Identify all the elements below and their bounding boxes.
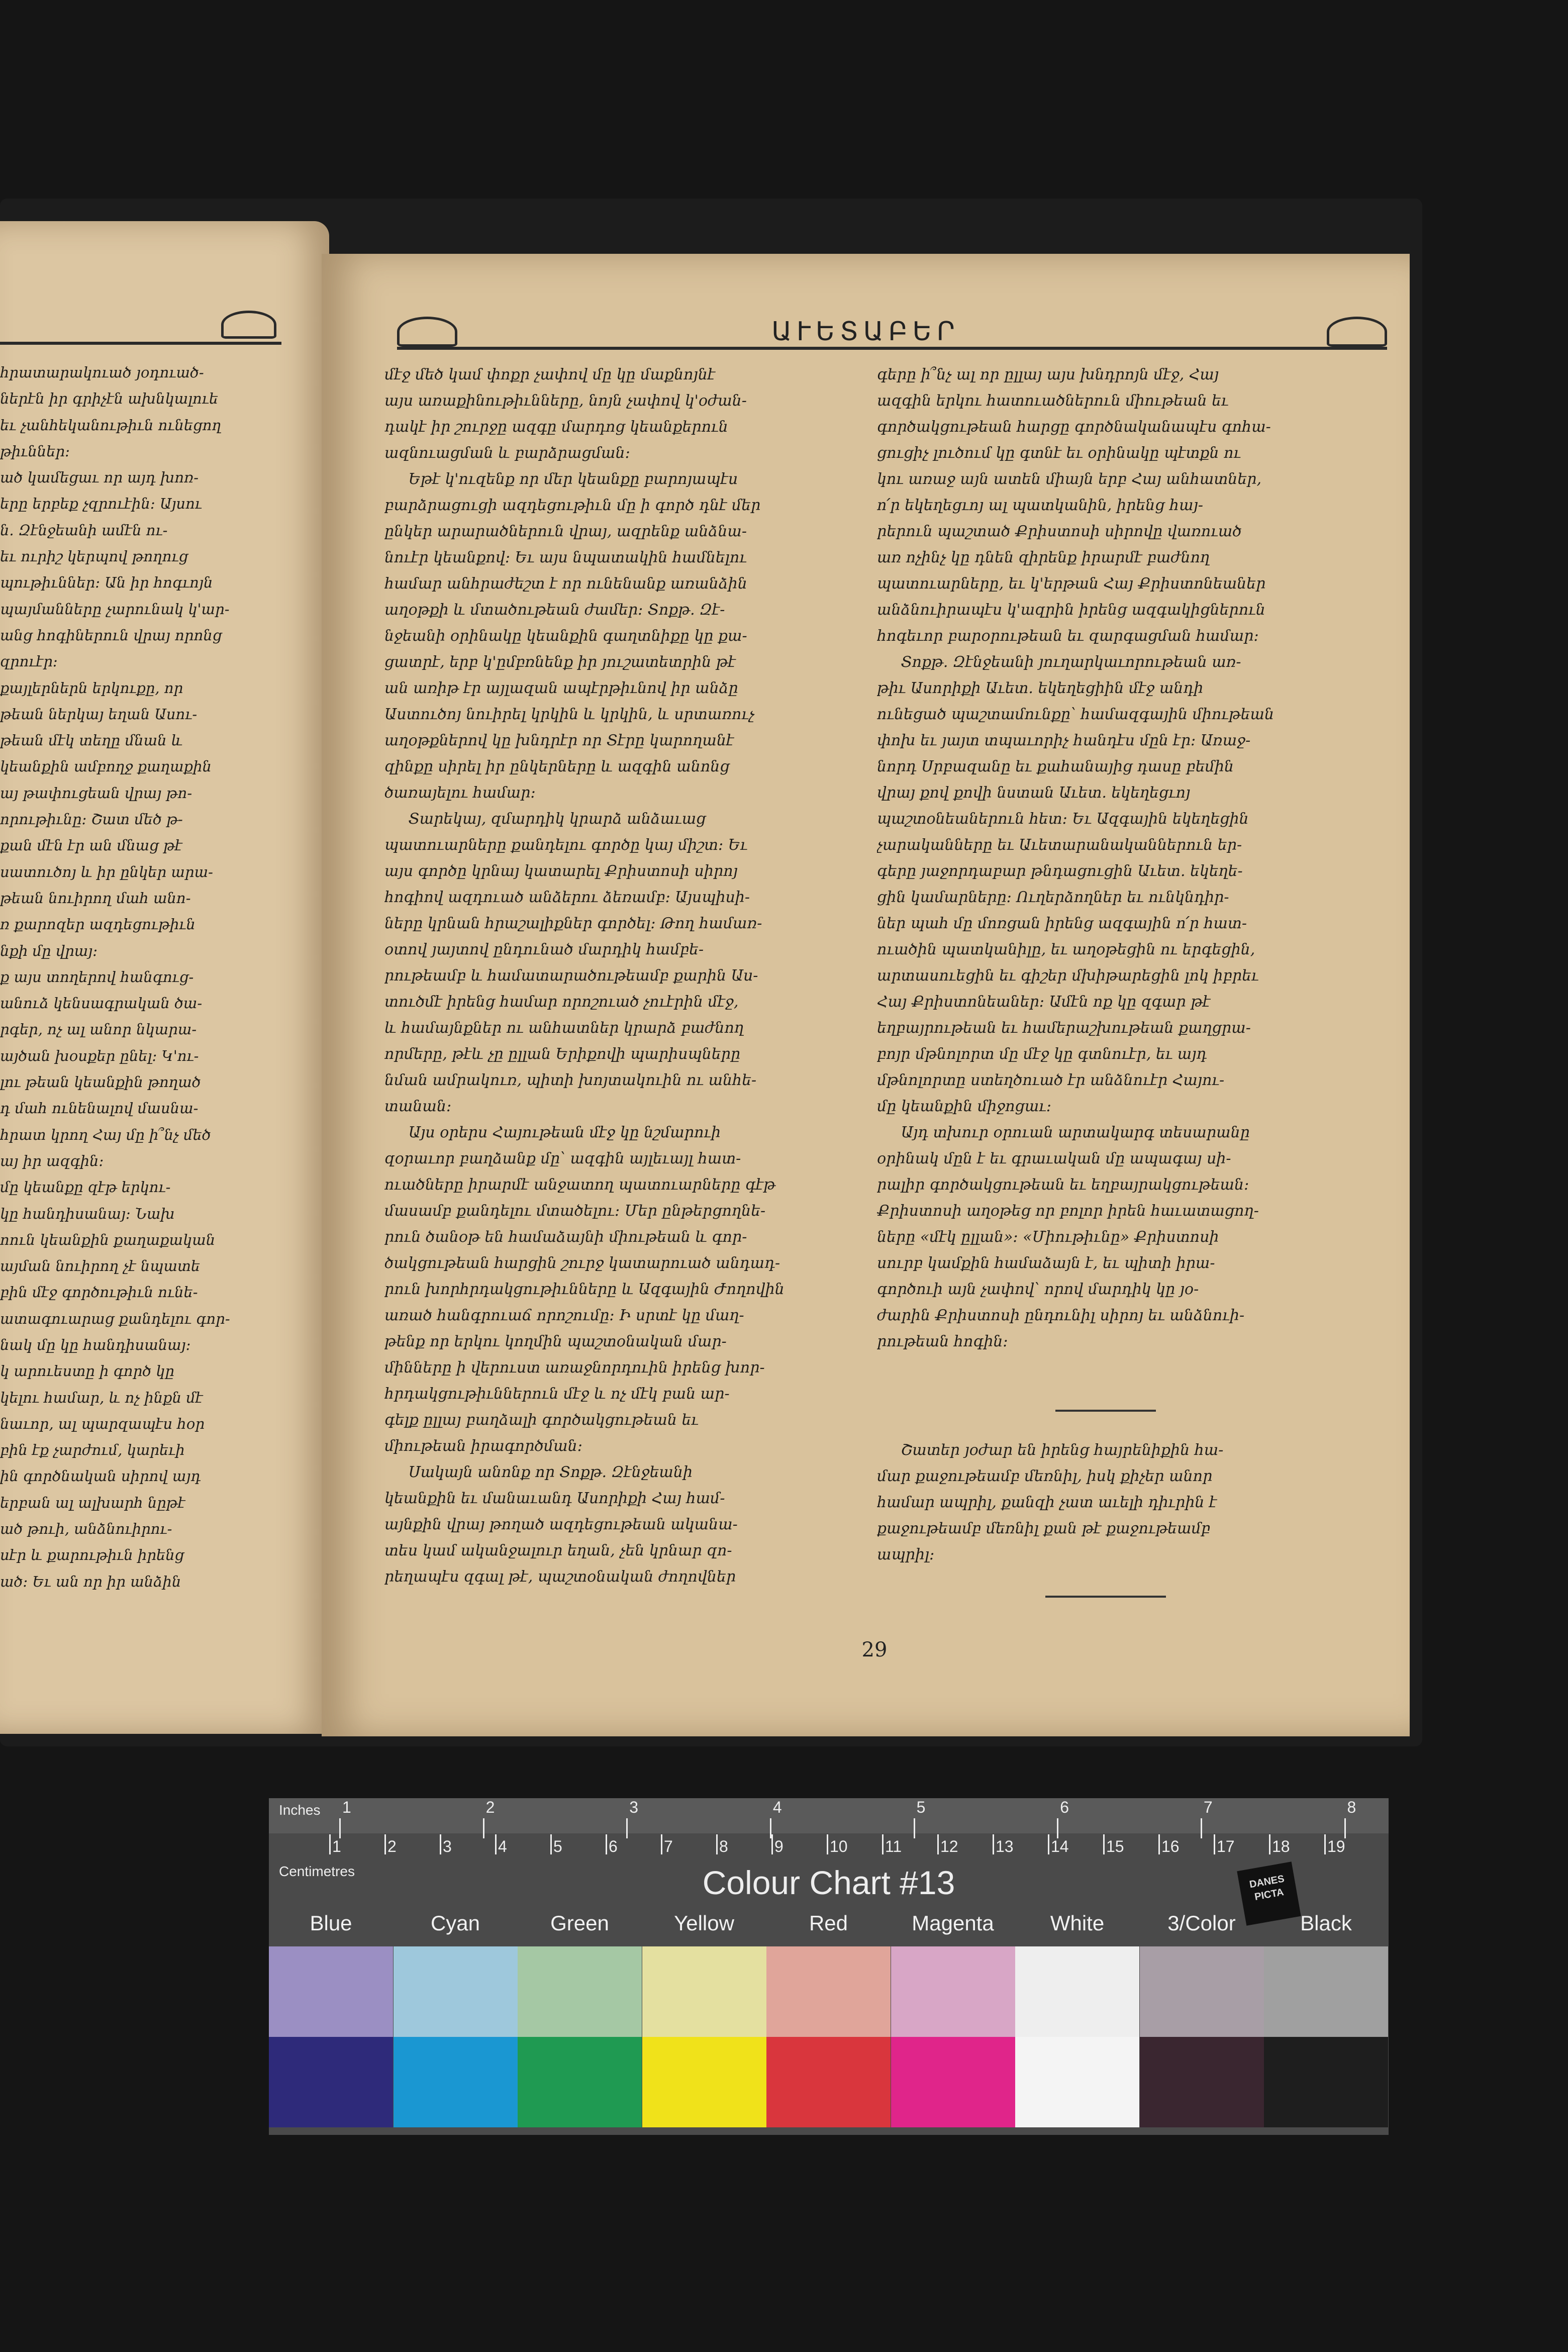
inch-tick [339, 1818, 341, 1838]
left-page [0, 221, 329, 1734]
cm-tick [495, 1834, 497, 1854]
swatch-label: Cyan [430, 1911, 480, 1935]
inch-tick [1344, 1818, 1346, 1838]
column-right: գերը ի՞նչ ալ որ ըլլայ այս խնդրոյն մէջ, Հայ ազգին երկու հատուածներուն միութեան եւ գործակցութեան հարցը գործնականապէս գոհա- ցուցիչ լուծում կը գտնէ եւ օրինակը պէտքն ու կու առաջ այն ատեն միայն երբ Հայ անհատներ, ո՛ր եկեղեցւոյ ալ պատկանին, իրենց հայ- րերուն պաշտած Քրիստոսի սիրովը վառուած առ ոչինչ կը դնեն զիրենք իրարմէ բաժնող պատուարները, եւ կ'երթան Հայ Քրիստոնեաներ անձնուիրապէս կ'ազրին իրենց ազգակիցներուն հոգեւոր բարօրութեան եւ զարգացման համար։ Տոքթ. Զէնջեանի յուղարկաւորութեան առ- թիւ Ասորիքի Աւետ. եկեղեցիին մէջ անդի ունեցած պաշտամունքը՝ համազգային միութեան փոխ եւ յայտ տպաւորիչ հանդէս մըն էր։ Առաջ- նորդ Սրբազանը եւ քահանայից դասը բեմին վրայ քով քովի նստան Աւետ. եկեղեցւոյ պաշտօնեաներուն հետ։ Եւ Ազգային եկեղեցին չարականները եւ Աւետարանականներուն եր- գերը յաջորդաբար թնդացուցին Աւետ. եկեղե- ցին կամարները։ Ուղերձողներ եւ ունկնդիր- ներ պահ մը մոռցան իրենց ազգային ո՛ր հատ- ուածին պատկանիլը, եւ աղօթեցին ու երգեցին, արտասուեցին եւ գիշեր մխիթարեցին լոկ իբրեւ Հայ Քրիստոնեաներ։ Ամէն ոք կը զգար թէ եղբայրութեան եւ համերաշխութեան քաղցրա- բոյր մթնոլորտ մը մէջ կը գտնուէր, եւ այդ մթնոլորտը ստեղծուած էր անձնուէր Հայու- մը կեանքին միջոցաւ։ Այդ տխուր օրուան արտակարգ տեսարանը օրինակ մըն է եւ գրաւական մը ապագայ սի- րալիր գործակցութեան եւ եղբայրակցութեան։ Քրիստոսի աղօթեց որ բոլոր իրեն հաւատացող- ները «մէկ ըլլան»։ «Միութիւնը» Քրիստոսի սուրբ կամքին համաձայն է, եւ պիտի իրա- գործուի այն չափով՝ որով մարդիկ կը յօ- ժարին Քրիստոսի ընդունիլ սիրոյ եւ անձնուի- րութեան հոգին։ [877, 366, 1275, 1350]
cm-tick [329, 1834, 331, 1854]
swatch-label: 3/Color [1167, 1911, 1236, 1935]
cm-tick-label: 3 [443, 1837, 452, 1855]
swatch-label: Green [550, 1911, 609, 1935]
inch-tick-label: 6 [1060, 1798, 1069, 1816]
swatch-label: Red [809, 1911, 848, 1935]
inch-tick [483, 1818, 484, 1838]
cm-tick [827, 1834, 828, 1854]
cm-tick [993, 1834, 994, 1854]
cm-tick-label: 5 [553, 1837, 562, 1855]
cm-tick [440, 1834, 441, 1854]
cm-tick-label: 2 [387, 1837, 397, 1855]
cm-tick-label: 6 [609, 1837, 618, 1855]
cm-tick [384, 1834, 386, 1854]
swatch-light [1015, 1946, 1139, 2037]
cm-tick [716, 1834, 718, 1854]
cm-tick [882, 1834, 884, 1854]
section-divider [1055, 1410, 1156, 1412]
left-page-text: հրատարակուած յօդուած- ներէն իր գրիչէն ախնկալուե եւ չանհեկանութիւն ունեցող թիւններ։ ած կամեցաւ որ այդ խոռ- երը երբեք չզրուէին։ Այսու ն. Զէնջեանի ամէն ու- եւ ուրիշ կերպով թողուց պութիւններ։ Ան իր հոգւոյն պայմանները չարունակ կ'ար- անց հոգիներուն վրայ որոնց զրուէր։ քայլերներն երկուքը, որ թեան ներկայ եղան Ասու- թեան մէկ տեղը մնան և կեանքին ամբողջ քաղաքին այ թափուցեան վրայ թո- որութիւնը։ Շատ մեծ թ- քան մէն էր ան մնաց թէ սատուծոյ և իր ընկեր արա- թեան նուիրող մահ անո- ռ քարոզեր ազդեցութիւն նքի մը վրայ։ ք այս տողերով հանգուց- անուձ կենսագրական ծա- րգեր, ոչ ալ անոր նկարա- այծան խօսքեր ընել։ Կ'ու- լու թեան կեանքին թողած դ մահ ունենալով մասնա- հրատ կրող Հայ մը ի՞նչ մեծ այ իր ազգին։ մը կեանքը զէթ երկու- կը հանդիսանայ։ Նախ ոուն կեանքին քաղաքական այման նուիրող չէ նպատե բին մէջ գործութիւն ունե- ատագուարաց քանդելու գոր- նակ մը կը հանդիսանայ։ կ արուեստը ի գործ կը կելու համար, և ոչ ինքն մէ նաւոր, ալ պարզապէս հօր բին էք չարժում, կարեւի ին գործնական սիրով այդ երբան ալ ալխարհ նըթէ ած թուի, անձնուիրու- սէր և քարութիւն իրենց ած։ Եւ ան որ իր անձին [0, 364, 230, 1590]
cm-tick-label: 14 [1051, 1837, 1069, 1855]
inch-tick-label: 5 [916, 1798, 926, 1816]
swatch-dark [518, 2037, 642, 2127]
swatch-dark [1015, 2037, 1139, 2127]
swatch-dark [642, 2037, 766, 2127]
inch-tick-label: 8 [1347, 1798, 1356, 1816]
swatch-label: Black [1300, 1911, 1352, 1935]
cm-tick-label: 13 [996, 1837, 1014, 1855]
left-ornament [221, 311, 276, 339]
swatch-dark [766, 2037, 891, 2127]
chart-title: Colour Chart #13 [702, 1864, 955, 1901]
swatch-light [1140, 1946, 1264, 2037]
cm-tick [1158, 1834, 1160, 1854]
ruler [269, 1798, 1389, 1833]
swatch-light [766, 1946, 891, 2037]
inch-tick-label: 1 [342, 1798, 351, 1816]
swatch-light [269, 1946, 393, 2037]
swatch-light [518, 1946, 642, 2037]
swatch-dark [891, 2037, 1015, 2127]
swatch-light [891, 1946, 1015, 2037]
cm-tick [1103, 1834, 1105, 1854]
cm-tick-label: 18 [1272, 1837, 1290, 1855]
column-left: մէջ մեծ կամ փոքր չափով մը կը մաքնոյնէ այս առաքինութիւնները, նոյն չափով կ'օժան- դակէ իր շուրջը ազգը մարդոց կեանքերուն ազնուացման և բարձրացման։ Եթէ կ'ուզենք որ մեր կեանքը բարոյապէս բարձրացուցի ազդեցութիւն մը ի գործ դնէ մեր ընկեր արարածներուն վրայ, ազրենք անձնա- նուէր կեանքով։ Եւ այս նպատակին համնելու համար անհրաժեշտ է որ ունենանք առանձին աղօթքի և մտածութեան ժամեր։ Տոքթ. Զէ- նջեանի օրինակը կեանքին գաղտնիքը կը քա- ցատրէ, երբ կ'ըմբռնենք իր յուշատետրին թէ ան առիթ էր այլազան ապէրթիւնով իր անձը Աստուծոյ նուիրել կրկին և կրկին, և սրտառուչ աղօթքներով կը խնդրէր որ Տէրը կարողանէ զինքը սիրել իր ընկերները և ազգին անոնց ծառայելու համար։ Տարեկայ, զմարդիկ կրարձ անձաւաց պատուարները քանդելու գործը կայ միշտ։ Եւ այս գործը կրնայ կատարել Քրիստոսի սիրոյ հոգիով ազդուած անձերու ձեռամբ։ Այսպիսի- ները կրնան հրաշալիքներ գործել։ Թող համառ- օտով յայտով ընդունած մարդիկ համբե- րութեամբ և համատարածութեամբ քարին Աս- տուծմէ իրենց համար որոշուած չուէրին մէջ, և համայնքներ ու անհատներ կրարձ բաժնող որմերը, թէև չը ըլլան Երիքովի պարիսպները նման ամրակուռ, պիտի խոյտակուին ու անհե- տանան։ Այս օրերս Հայութեան մէջ կը նշմարուի զօրաւոր բաղձանք մը՝ ազգին այլեւայլ հատ- ուածները իրարմէ անջատող պատուարները գէթ մասամբ քանդելու մտածելու։ Մեր ընթերցողնե- րուն ծանօթ են համաձայնի միութեան և գոր- ծակցութեան հարցին շուրջ կատարուած անդադ- րուն խորհրդակցութիւնները և Ազգային Ժողովին առած հանգրուաճ որոշումը։ Ի սրտէ կը մաղ- թենք որ երկու կողմին պաշտօնական մար- մինները ի վերուստ առաջնորդուին իրենց խոր- հրդակցութիւններուն մէջ և ոչ մէկ բան ար- գելք ըլլայ բաղձալի գործակցութեան եւ միութեան իրագործման։ Սակայն անոնք որ Տոքթ. Զէնջեանի կեանքին եւ մանաւանդ Ասորիքի Հայ համ- այնքին վրայ թողած ազդեցութեան ականա- տես կամ ականջալուր եղան, չեն կրնար զո- րեղապէս զգալ թէ, պաշտօնական ժողովներ [384, 366, 785, 1586]
cm-tick [937, 1834, 939, 1854]
swatch-light [642, 1946, 766, 2037]
cm-tick-label: 10 [830, 1837, 848, 1855]
cm-tick [1269, 1834, 1270, 1854]
cm-tick-label: 15 [1106, 1837, 1124, 1855]
swatch-dark [394, 2037, 518, 2127]
swatch-label: Yellow [674, 1911, 734, 1935]
cm-tick [606, 1834, 607, 1854]
cm-tick [1324, 1834, 1326, 1854]
closing-quote: Շատեր յօժար են իրենց հայրենիքին հա- մար քաջութեամբ մեռնիլ, իսկ քիչեր անոր համար ապրիլ, քանզի չատ աւելի դիւրին է քաջութեամբ մեռնիլ քան թէ քաջութեամբ ապրիլ։ [877, 1441, 1224, 1563]
cm-tick-label: 8 [719, 1837, 728, 1855]
inch-tick [1057, 1818, 1058, 1838]
cm-tick [1048, 1834, 1049, 1854]
swatch-dark [1264, 2037, 1388, 2127]
cm-tick [550, 1834, 552, 1854]
cm-tick-label: 11 [885, 1837, 902, 1855]
inch-tick-label: 2 [485, 1798, 495, 1816]
cm-tick-label: 12 [940, 1837, 958, 1855]
danes-picta-logo: DANES PICTA [1237, 1861, 1301, 1925]
inch-tick-label: 7 [1203, 1798, 1213, 1816]
cm-tick-label: 9 [774, 1837, 783, 1855]
swatch-dark [269, 2037, 393, 2127]
cm-tick-label: 4 [498, 1837, 507, 1855]
inch-tick-label: 4 [772, 1798, 782, 1816]
swatch-label: White [1050, 1911, 1105, 1935]
swatch-label: Blue [310, 1911, 352, 1935]
cm-tick-label: 16 [1161, 1837, 1180, 1855]
right-page [322, 254, 1410, 1736]
cm-tick [771, 1834, 773, 1854]
inch-tick [1201, 1818, 1202, 1838]
swatch-dark [1140, 2037, 1264, 2127]
cm-tick [661, 1834, 662, 1854]
ruler-inches-label: Inches [279, 1802, 321, 1818]
swatch-light [394, 1946, 518, 2037]
inch-tick [626, 1818, 628, 1838]
cm-tick-label: 1 [332, 1837, 341, 1855]
inch-tick [914, 1818, 915, 1838]
cm-tick-label: 7 [664, 1837, 673, 1855]
page-number: 29 [861, 1638, 888, 1661]
cm-tick [1214, 1834, 1215, 1854]
ruler-cm-label: Centimetres [279, 1864, 355, 1879]
colour-chart [269, 1798, 1389, 2135]
end-ornament [1045, 1596, 1166, 1598]
running-header: ԱՒԵՏԱԲԵՐ [771, 317, 960, 347]
swatch-light [1264, 1946, 1388, 2037]
cm-tick-label: 17 [1217, 1837, 1235, 1855]
cm-tick-label: 19 [1327, 1837, 1345, 1855]
swatch-label: Magenta [912, 1911, 994, 1935]
inch-tick-label: 3 [629, 1798, 639, 1816]
